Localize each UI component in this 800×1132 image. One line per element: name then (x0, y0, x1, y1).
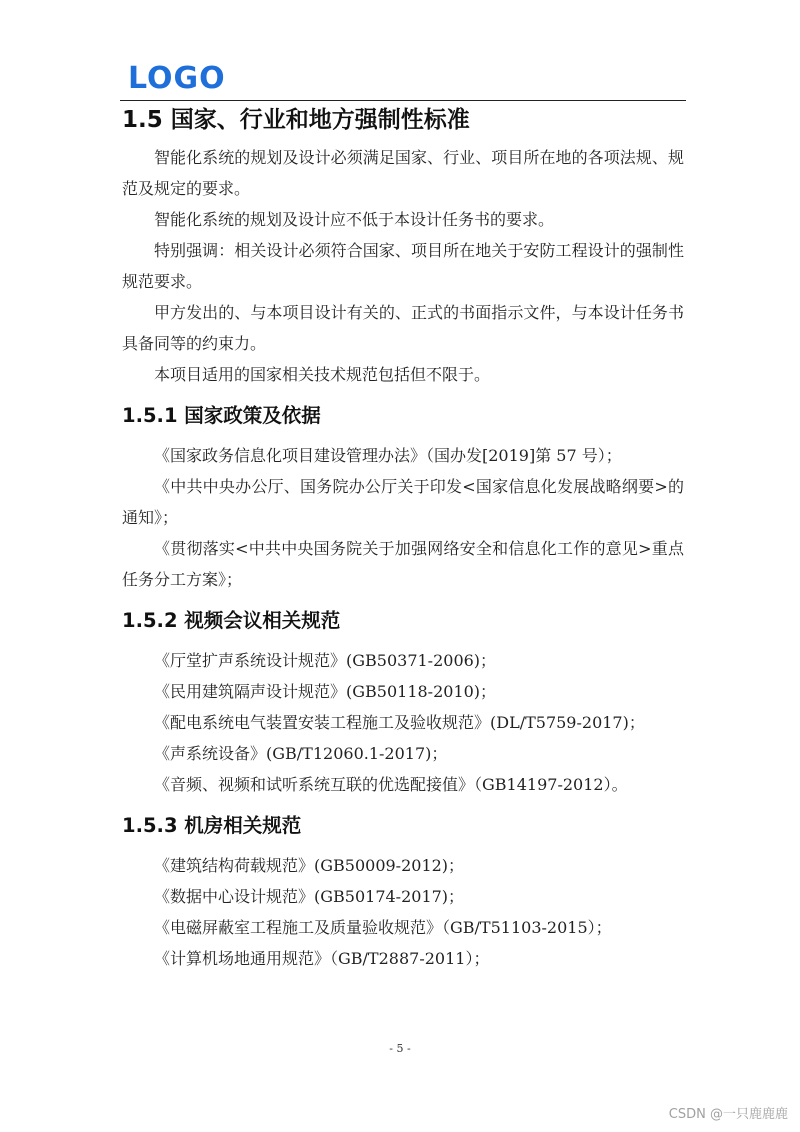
paragraph: 特别强调：相关设计必须符合国家、项目所在地关于安防工程设计的强制性规范要求。 (122, 241, 684, 291)
paragraph: 本项目适用的国家相关技术规范包括但不限于。 (154, 365, 491, 384)
list-item: 《建筑结构荷载规范》(GB50009-2012)； (154, 856, 465, 875)
subsection-title-video-conference: 1.5.2 视频会议相关规范 (122, 609, 341, 632)
paragraph: 智能化系统的规划及设计必须满足国家、行业、项目所在地的各项法规、规范及规定的要求。 (122, 148, 684, 198)
subsection-title-policy: 1.5.1 国家政策及依据 (122, 404, 321, 427)
list-item: 《民用建筑隔声设计规范》(GB50118-2010)； (154, 682, 497, 701)
paragraph: 甲方发出的、与本项目设计有关的、正式的书面指示文件，与本设计任务书具备同等的约束力。 (122, 303, 684, 353)
list-item: 《数据中心设计规范》(GB50174-2017)； (154, 887, 465, 906)
list-item: 《计算机场地通用规范》（GB/T2887-2011）； (154, 949, 490, 968)
list-item: 《贯彻落实<中共中央国务院关于加强网络安全和信息化工作的意见>重点任务分工方案》； (122, 539, 684, 589)
list-item: 《声系统设备》(GB/T12060.1-2017)； (154, 744, 448, 763)
list-item: 《厅堂扩声系统设计规范》(GB50371-2006)； (154, 651, 497, 670)
list-item: 《音频、视频和试听系统互联的优选配接值》（GB14197-2012）。 (154, 775, 628, 794)
list-item: 《电磁屏蔽室工程施工及质量验收规范》（GB/T51103-2015）； (154, 918, 612, 937)
watermark: CSDN @一只鹿鹿鹿 (668, 1107, 788, 1122)
list-item: 《中共中央办公厅、国务院办公厅关于印发<国家信息化发展战略纲要>的通知》； (122, 477, 684, 527)
document-body (122, 100, 684, 974)
page-number: - 5 - (389, 1042, 411, 1055)
section-title: 1.5 国家、行业和地方强制性标准 (122, 107, 470, 133)
subsection-title-machine-room: 1.5.3 机房相关规范 (122, 814, 302, 837)
company-logo: LOGO (128, 61, 226, 96)
list-item: 《国家政务信息化项目建设管理办法》（国办发[2019]第 57 号）； (154, 446, 622, 465)
paragraph: 智能化系统的规划及设计应不低于本设计任务书的要求。 (154, 210, 555, 229)
list-item: 《配电系统电气装置安装工程施工及验收规范》(DL/T5759-2017)； (154, 713, 645, 732)
